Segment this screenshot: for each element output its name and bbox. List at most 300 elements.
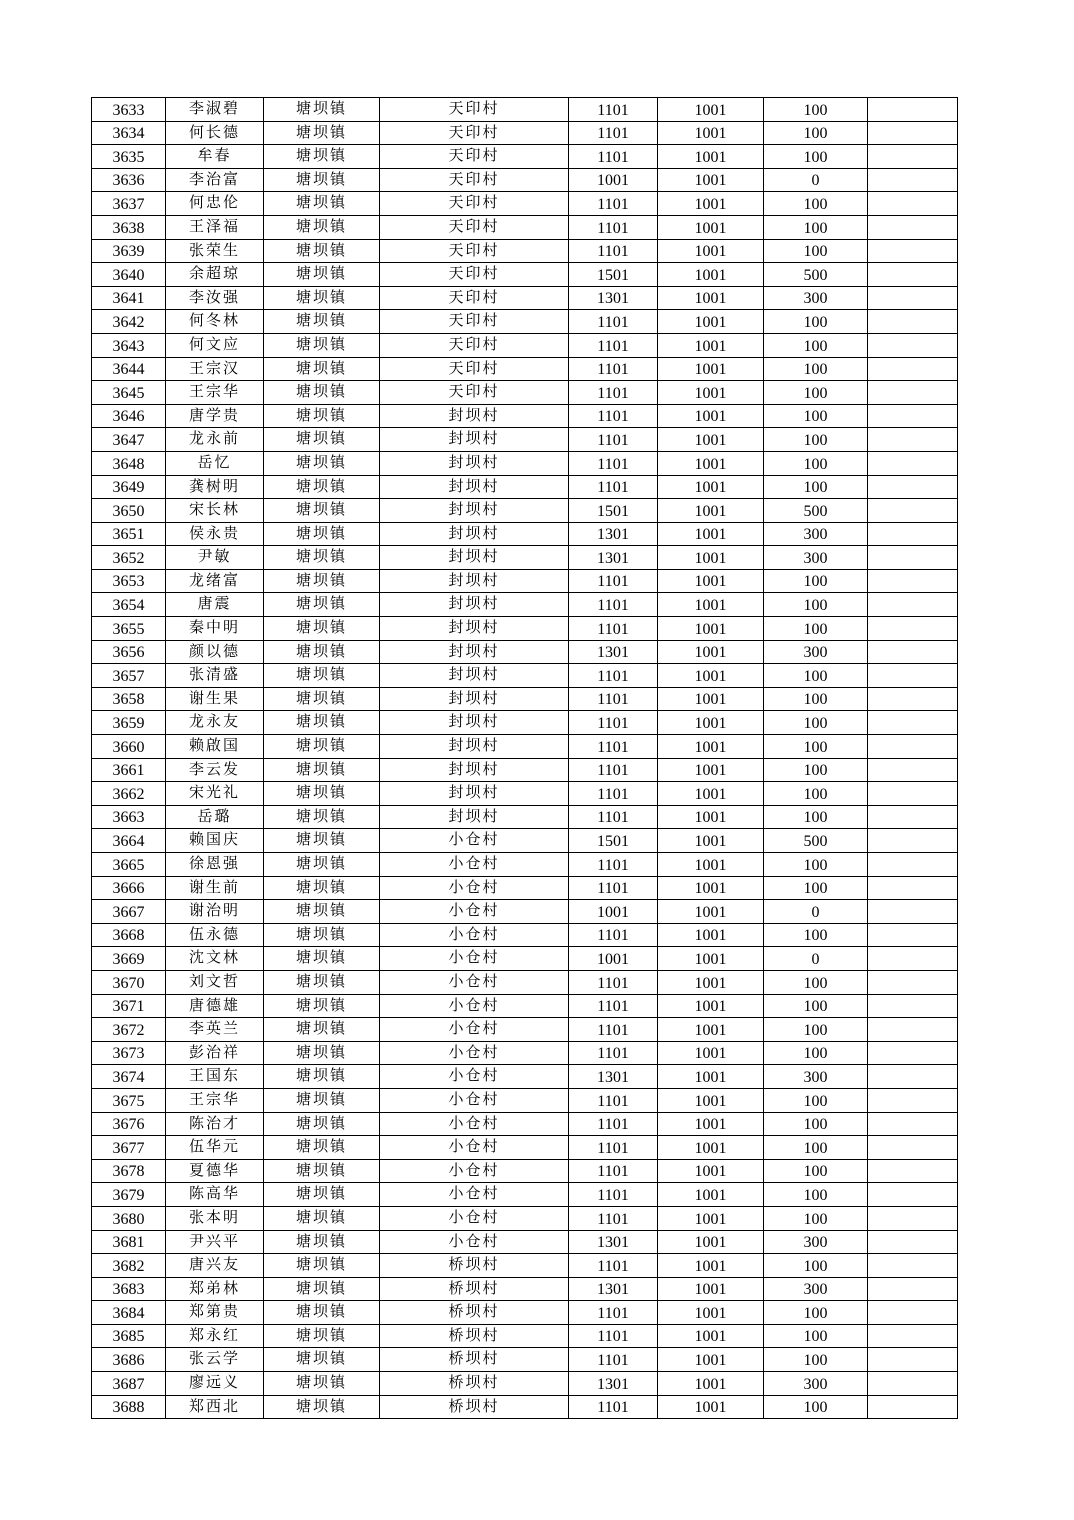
serial-number-cell: 3642 — [92, 310, 166, 334]
town-cell: 塘坝镇 — [264, 1112, 380, 1136]
table-row — [92, 286, 958, 310]
value-b-cell: 1001 — [658, 451, 764, 475]
value-a-cell: 1101 — [569, 428, 658, 452]
remark-cell — [868, 1206, 958, 1230]
town-cell: 塘坝镇 — [264, 381, 380, 405]
value-a-cell: 1101 — [569, 617, 658, 641]
value-b-cell: 1001 — [658, 1018, 764, 1042]
value-a-cell: 1101 — [569, 1018, 658, 1042]
table-row — [92, 617, 958, 641]
table-body — [92, 98, 958, 1419]
town-cell: 塘坝镇 — [264, 357, 380, 381]
value-a-cell: 1301 — [569, 640, 658, 664]
village-cell: 封坝村 — [380, 664, 569, 688]
town-cell: 塘坝镇 — [264, 1159, 380, 1183]
village-cell: 天印村 — [380, 239, 569, 263]
town-cell: 塘坝镇 — [264, 994, 380, 1018]
difference-cell: 100 — [764, 381, 868, 405]
difference-cell: 100 — [764, 758, 868, 782]
value-b-cell: 1001 — [658, 1065, 764, 1089]
value-b-cell: 1001 — [658, 404, 764, 428]
difference-cell: 100 — [764, 215, 868, 239]
name-cell: 陈高华 — [166, 1183, 264, 1207]
village-cell: 小仓村 — [380, 1112, 569, 1136]
remark-cell — [868, 1230, 958, 1254]
value-b-cell: 1001 — [658, 876, 764, 900]
remark-cell — [868, 970, 958, 994]
serial-number-cell: 3676 — [92, 1112, 166, 1136]
table-row — [92, 687, 958, 711]
name-cell: 沈文林 — [166, 947, 264, 971]
village-cell: 天印村 — [380, 168, 569, 192]
difference-cell: 100 — [764, 711, 868, 735]
value-a-cell: 1101 — [569, 451, 658, 475]
village-cell: 天印村 — [380, 192, 569, 216]
name-cell: 龙永前 — [166, 428, 264, 452]
remark-cell — [868, 1395, 958, 1419]
value-a-cell: 1101 — [569, 215, 658, 239]
remark-cell — [868, 853, 958, 877]
name-cell: 尹兴平 — [166, 1230, 264, 1254]
town-cell: 塘坝镇 — [264, 758, 380, 782]
name-cell: 唐兴友 — [166, 1254, 264, 1278]
value-b-cell: 1001 — [658, 1088, 764, 1112]
serial-number-cell: 3669 — [92, 947, 166, 971]
remark-cell — [868, 310, 958, 334]
village-cell: 桥坝村 — [380, 1395, 569, 1419]
remark-cell — [868, 640, 958, 664]
village-cell: 天印村 — [380, 98, 569, 122]
name-cell: 龙绪富 — [166, 569, 264, 593]
serial-number-cell: 3641 — [92, 286, 166, 310]
remark-cell — [868, 829, 958, 853]
difference-cell: 100 — [764, 98, 868, 122]
town-cell: 塘坝镇 — [264, 192, 380, 216]
village-cell: 小仓村 — [380, 1183, 569, 1207]
town-cell: 塘坝镇 — [264, 333, 380, 357]
value-a-cell: 1101 — [569, 310, 658, 334]
village-cell: 小仓村 — [380, 1041, 569, 1065]
value-b-cell: 1001 — [658, 735, 764, 759]
value-b-cell: 1001 — [658, 758, 764, 782]
value-b-cell: 1001 — [658, 970, 764, 994]
remark-cell — [868, 664, 958, 688]
remark-cell — [868, 546, 958, 570]
name-cell: 王宗华 — [166, 1088, 264, 1112]
serial-number-cell: 3635 — [92, 145, 166, 169]
serial-number-cell: 3679 — [92, 1183, 166, 1207]
value-a-cell: 1101 — [569, 994, 658, 1018]
name-cell: 谢生果 — [166, 687, 264, 711]
name-cell: 郑弟林 — [166, 1277, 264, 1301]
difference-cell: 100 — [764, 192, 868, 216]
value-b-cell: 1001 — [658, 1183, 764, 1207]
difference-cell: 100 — [764, 805, 868, 829]
table-row — [92, 1301, 958, 1325]
difference-cell: 500 — [764, 829, 868, 853]
remark-cell — [868, 499, 958, 523]
value-b-cell: 1001 — [658, 475, 764, 499]
serial-number-cell: 3656 — [92, 640, 166, 664]
value-b-cell: 1001 — [658, 829, 764, 853]
town-cell: 塘坝镇 — [264, 1088, 380, 1112]
remark-cell — [868, 1324, 958, 1348]
difference-cell: 100 — [764, 1041, 868, 1065]
table-row — [92, 923, 958, 947]
remark-cell — [868, 215, 958, 239]
town-cell: 塘坝镇 — [264, 1254, 380, 1278]
value-a-cell: 1101 — [569, 569, 658, 593]
table-row — [92, 215, 958, 239]
serial-number-cell: 3649 — [92, 475, 166, 499]
town-cell: 塘坝镇 — [264, 900, 380, 924]
serial-number-cell: 3682 — [92, 1254, 166, 1278]
village-cell: 小仓村 — [380, 1018, 569, 1042]
name-cell: 陈治才 — [166, 1112, 264, 1136]
serial-number-cell: 3644 — [92, 357, 166, 381]
village-cell: 小仓村 — [380, 994, 569, 1018]
remark-cell — [868, 876, 958, 900]
serial-number-cell: 3647 — [92, 428, 166, 452]
name-cell: 牟春 — [166, 145, 264, 169]
table-row — [92, 145, 958, 169]
name-cell: 秦中明 — [166, 617, 264, 641]
value-b-cell: 1001 — [658, 687, 764, 711]
table-row — [92, 829, 958, 853]
name-cell: 伍华元 — [166, 1136, 264, 1160]
town-cell: 塘坝镇 — [264, 829, 380, 853]
table-row — [92, 1395, 958, 1419]
name-cell: 张本明 — [166, 1206, 264, 1230]
town-cell: 塘坝镇 — [264, 546, 380, 570]
table-row — [92, 1324, 958, 1348]
village-cell: 桥坝村 — [380, 1372, 569, 1396]
difference-cell: 100 — [764, 1395, 868, 1419]
table-row — [92, 664, 958, 688]
value-a-cell: 1101 — [569, 1348, 658, 1372]
town-cell: 塘坝镇 — [264, 569, 380, 593]
name-cell: 彭治祥 — [166, 1041, 264, 1065]
village-cell: 封坝村 — [380, 758, 569, 782]
value-b-cell: 1001 — [658, 1301, 764, 1325]
value-a-cell: 1301 — [569, 1065, 658, 1089]
name-cell: 龙永友 — [166, 711, 264, 735]
difference-cell: 500 — [764, 499, 868, 523]
town-cell: 塘坝镇 — [264, 593, 380, 617]
value-b-cell: 1001 — [658, 947, 764, 971]
value-b-cell: 1001 — [658, 900, 764, 924]
name-cell: 何长德 — [166, 121, 264, 145]
value-b-cell: 1001 — [658, 1041, 764, 1065]
value-b-cell: 1001 — [658, 853, 764, 877]
name-cell: 唐德雄 — [166, 994, 264, 1018]
table-row — [92, 98, 958, 122]
data-table — [91, 97, 958, 1419]
remark-cell — [868, 121, 958, 145]
name-cell: 宋光礼 — [166, 782, 264, 806]
difference-cell: 100 — [764, 1254, 868, 1278]
village-cell: 桥坝村 — [380, 1301, 569, 1325]
remark-cell — [868, 994, 958, 1018]
village-cell: 封坝村 — [380, 711, 569, 735]
serial-number-cell: 3688 — [92, 1395, 166, 1419]
difference-cell: 100 — [764, 1324, 868, 1348]
serial-number-cell: 3638 — [92, 215, 166, 239]
difference-cell: 0 — [764, 168, 868, 192]
difference-cell: 100 — [764, 475, 868, 499]
serial-number-cell: 3681 — [92, 1230, 166, 1254]
table-row — [92, 593, 958, 617]
town-cell: 塘坝镇 — [264, 286, 380, 310]
value-a-cell: 1501 — [569, 499, 658, 523]
name-cell: 张荣生 — [166, 239, 264, 263]
difference-cell: 100 — [764, 970, 868, 994]
difference-cell: 300 — [764, 286, 868, 310]
difference-cell: 100 — [764, 1112, 868, 1136]
difference-cell: 100 — [764, 239, 868, 263]
village-cell: 小仓村 — [380, 1206, 569, 1230]
name-cell: 颜以德 — [166, 640, 264, 664]
value-a-cell: 1301 — [569, 1372, 658, 1396]
serial-number-cell: 3670 — [92, 970, 166, 994]
village-cell: 天印村 — [380, 121, 569, 145]
name-cell: 郑永红 — [166, 1324, 264, 1348]
remark-cell — [868, 428, 958, 452]
difference-cell: 100 — [764, 333, 868, 357]
remark-cell — [868, 192, 958, 216]
table-row — [92, 1018, 958, 1042]
serial-number-cell: 3634 — [92, 121, 166, 145]
village-cell: 封坝村 — [380, 593, 569, 617]
value-a-cell: 1301 — [569, 1230, 658, 1254]
name-cell: 刘文哲 — [166, 970, 264, 994]
value-a-cell: 1101 — [569, 805, 658, 829]
table-row — [92, 900, 958, 924]
village-cell: 封坝村 — [380, 687, 569, 711]
value-b-cell: 1001 — [658, 121, 764, 145]
remark-cell — [868, 805, 958, 829]
serial-number-cell: 3643 — [92, 333, 166, 357]
difference-cell: 0 — [764, 900, 868, 924]
value-a-cell: 1101 — [569, 1112, 658, 1136]
value-b-cell: 1001 — [658, 1395, 764, 1419]
village-cell: 天印村 — [380, 145, 569, 169]
serial-number-cell: 3640 — [92, 263, 166, 287]
value-b-cell: 1001 — [658, 168, 764, 192]
village-cell: 封坝村 — [380, 546, 569, 570]
serial-number-cell: 3668 — [92, 923, 166, 947]
remark-cell — [868, 617, 958, 641]
value-b-cell: 1001 — [658, 98, 764, 122]
value-a-cell: 1101 — [569, 1395, 658, 1419]
serial-number-cell: 3664 — [92, 829, 166, 853]
village-cell: 封坝村 — [380, 451, 569, 475]
table-row — [92, 1230, 958, 1254]
difference-cell: 100 — [764, 994, 868, 1018]
table-row — [92, 1088, 958, 1112]
village-cell: 封坝村 — [380, 428, 569, 452]
remark-cell — [868, 1277, 958, 1301]
remark-cell — [868, 381, 958, 405]
name-cell: 岳忆 — [166, 451, 264, 475]
town-cell: 塘坝镇 — [264, 168, 380, 192]
value-a-cell: 1101 — [569, 145, 658, 169]
town-cell: 塘坝镇 — [264, 617, 380, 641]
remark-cell — [868, 1159, 958, 1183]
value-b-cell: 1001 — [658, 263, 764, 287]
value-a-cell: 1101 — [569, 1041, 658, 1065]
difference-cell: 100 — [764, 593, 868, 617]
table-row — [92, 522, 958, 546]
name-cell: 唐学贵 — [166, 404, 264, 428]
table-row — [92, 1277, 958, 1301]
remark-cell — [868, 98, 958, 122]
town-cell: 塘坝镇 — [264, 145, 380, 169]
value-a-cell: 1101 — [569, 876, 658, 900]
village-cell: 封坝村 — [380, 522, 569, 546]
value-a-cell: 1101 — [569, 782, 658, 806]
value-a-cell: 1101 — [569, 1088, 658, 1112]
table-row — [92, 640, 958, 664]
value-a-cell: 1101 — [569, 404, 658, 428]
value-b-cell: 1001 — [658, 711, 764, 735]
town-cell: 塘坝镇 — [264, 1065, 380, 1089]
village-cell: 小仓村 — [380, 1159, 569, 1183]
table-row — [92, 1136, 958, 1160]
town-cell: 塘坝镇 — [264, 735, 380, 759]
name-cell: 郑第贵 — [166, 1301, 264, 1325]
value-a-cell: 1101 — [569, 1159, 658, 1183]
name-cell: 李治富 — [166, 168, 264, 192]
name-cell: 何冬林 — [166, 310, 264, 334]
name-cell: 王泽福 — [166, 215, 264, 239]
value-a-cell: 1101 — [569, 923, 658, 947]
serial-number-cell: 3659 — [92, 711, 166, 735]
name-cell: 李云发 — [166, 758, 264, 782]
serial-number-cell: 3680 — [92, 1206, 166, 1230]
town-cell: 塘坝镇 — [264, 782, 380, 806]
difference-cell: 100 — [764, 357, 868, 381]
name-cell: 郑西北 — [166, 1395, 264, 1419]
value-a-cell: 1101 — [569, 735, 658, 759]
value-b-cell: 1001 — [658, 1254, 764, 1278]
village-cell: 封坝村 — [380, 475, 569, 499]
value-b-cell: 1001 — [658, 522, 764, 546]
remark-cell — [868, 569, 958, 593]
village-cell: 封坝村 — [380, 782, 569, 806]
village-cell: 封坝村 — [380, 404, 569, 428]
name-cell: 唐震 — [166, 593, 264, 617]
remark-cell — [868, 1018, 958, 1042]
remark-cell — [868, 687, 958, 711]
table-row — [92, 853, 958, 877]
serial-number-cell: 3686 — [92, 1348, 166, 1372]
serial-number-cell: 3687 — [92, 1372, 166, 1396]
name-cell: 廖远义 — [166, 1372, 264, 1396]
table-row — [92, 404, 958, 428]
remark-cell — [868, 168, 958, 192]
village-cell: 桥坝村 — [380, 1277, 569, 1301]
value-b-cell: 1001 — [658, 546, 764, 570]
difference-cell: 300 — [764, 522, 868, 546]
difference-cell: 0 — [764, 947, 868, 971]
name-cell: 李汝强 — [166, 286, 264, 310]
table-row — [92, 947, 958, 971]
remark-cell — [868, 947, 958, 971]
value-a-cell: 1101 — [569, 711, 658, 735]
difference-cell: 100 — [764, 782, 868, 806]
village-cell: 小仓村 — [380, 970, 569, 994]
serial-number-cell: 3654 — [92, 593, 166, 617]
value-a-cell: 1101 — [569, 970, 658, 994]
remark-cell — [868, 357, 958, 381]
village-cell: 天印村 — [380, 263, 569, 287]
value-b-cell: 1001 — [658, 664, 764, 688]
town-cell: 塘坝镇 — [264, 239, 380, 263]
remark-cell — [868, 404, 958, 428]
serial-number-cell: 3651 — [92, 522, 166, 546]
table-row — [92, 475, 958, 499]
serial-number-cell: 3684 — [92, 1301, 166, 1325]
difference-cell: 100 — [764, 876, 868, 900]
town-cell: 塘坝镇 — [264, 1277, 380, 1301]
value-b-cell: 1001 — [658, 239, 764, 263]
difference-cell: 300 — [764, 1230, 868, 1254]
remark-cell — [868, 1183, 958, 1207]
value-b-cell: 1001 — [658, 1206, 764, 1230]
table-row — [92, 758, 958, 782]
serial-number-cell: 3655 — [92, 617, 166, 641]
remark-cell — [868, 1041, 958, 1065]
town-cell: 塘坝镇 — [264, 805, 380, 829]
table-row — [92, 1348, 958, 1372]
difference-cell: 100 — [764, 451, 868, 475]
town-cell: 塘坝镇 — [264, 1230, 380, 1254]
serial-number-cell: 3663 — [92, 805, 166, 829]
serial-number-cell: 3645 — [92, 381, 166, 405]
value-a-cell: 1301 — [569, 1277, 658, 1301]
table-row — [92, 994, 958, 1018]
name-cell: 李淑碧 — [166, 98, 264, 122]
serial-number-cell: 3685 — [92, 1324, 166, 1348]
table-row — [92, 782, 958, 806]
town-cell: 塘坝镇 — [264, 1041, 380, 1065]
table-row — [92, 1065, 958, 1089]
difference-cell: 100 — [764, 617, 868, 641]
table-row — [92, 805, 958, 829]
value-b-cell: 1001 — [658, 640, 764, 664]
serial-number-cell: 3650 — [92, 499, 166, 523]
value-b-cell: 1001 — [658, 499, 764, 523]
name-cell: 李英兰 — [166, 1018, 264, 1042]
village-cell: 小仓村 — [380, 947, 569, 971]
serial-number-cell: 3637 — [92, 192, 166, 216]
value-a-cell: 1101 — [569, 381, 658, 405]
value-b-cell: 1001 — [658, 145, 764, 169]
value-b-cell: 1001 — [658, 994, 764, 1018]
town-cell: 塘坝镇 — [264, 876, 380, 900]
town-cell: 塘坝镇 — [264, 640, 380, 664]
table-row — [92, 546, 958, 570]
town-cell: 塘坝镇 — [264, 404, 380, 428]
name-cell: 赖啟国 — [166, 735, 264, 759]
difference-cell: 100 — [764, 428, 868, 452]
remark-cell — [868, 1348, 958, 1372]
remark-cell — [868, 758, 958, 782]
value-b-cell: 1001 — [658, 428, 764, 452]
table-row — [92, 1372, 958, 1396]
village-cell: 天印村 — [380, 333, 569, 357]
